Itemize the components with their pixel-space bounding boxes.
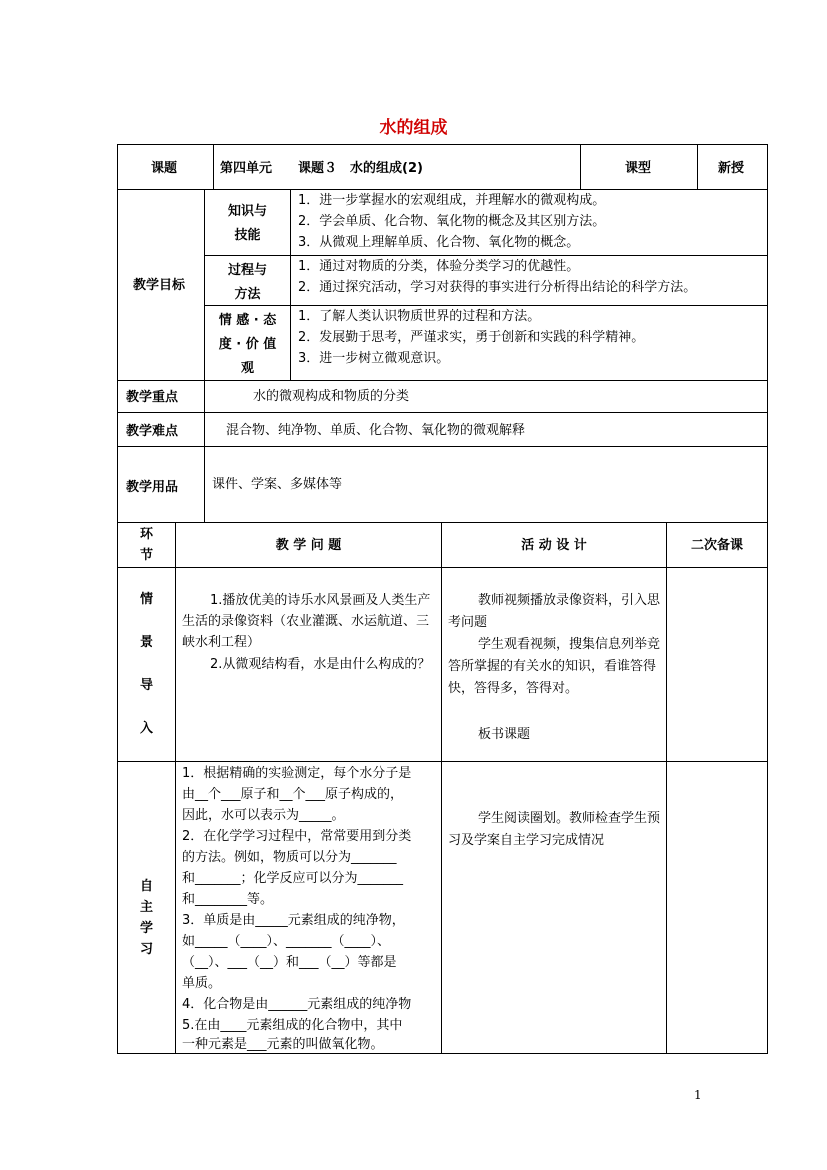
col-prep: 二次备课	[690, 538, 743, 553]
intro-activity-3: 板书课题	[478, 727, 531, 742]
intro-stage-char: 情	[139, 592, 153, 607]
label-materials: 教学用品	[126, 480, 179, 495]
self-study-line: 如_____（____）、_______（____）、	[182, 934, 391, 949]
self-stage-char: 习	[139, 942, 153, 957]
label-knowledge-1: 知识与	[227, 204, 267, 219]
self-study-line: 1．根据精确的实验测定，每个水分子是	[182, 766, 412, 781]
topic-value: 第四单元 课题３ 水的组成(2)	[220, 161, 423, 176]
label-process-2: 方法	[234, 287, 261, 302]
label-emotion-1: 情 感 · 态	[218, 313, 277, 328]
intro-activity-1: 教师视频播放录像资料，引入思考问题	[448, 593, 661, 630]
materials-value: 课件、学案、多媒体等	[212, 477, 343, 492]
label-emotion-3: 观	[240, 361, 254, 376]
emotion-item: 1．了解人类认识物质世界的过程和方法。	[298, 309, 541, 324]
label-goals: 教学目标	[133, 278, 186, 293]
self-stage-char: 主	[139, 900, 153, 915]
self-study-line: 一种元素是___元素的叫做氧化物。	[182, 1037, 384, 1052]
self-study-line: 3．单质是由_____元素组成的纯净物，	[182, 913, 405, 928]
page-number: 1	[694, 1088, 702, 1102]
intro-stage-char: 导	[139, 678, 153, 693]
col-activity: 活 动 设 计	[521, 538, 587, 553]
emotion-item: 3．进一步树立微观意识。	[298, 351, 450, 366]
difficulty-value: 混合物、纯净物、单质、化合物、氧化物的微观解释	[226, 423, 526, 438]
self-study-line: 2．在化学学习过程中，常常要用到分类	[182, 829, 412, 844]
label-topic: 课题	[151, 161, 178, 176]
self-study-line: 和_______；化学反应可以分为_______	[182, 871, 404, 886]
intro-problem-1: 1.播放优美的诗乐水风景画及人类生产生活的录像资料（农业灌溉、水运航道、三峡水利工程）	[182, 593, 431, 650]
intro-problem-2: 2.从微观结构看，水是由什么构成的？	[210, 657, 431, 672]
label-emotion-2: 度 · 价 值	[218, 337, 277, 352]
label-knowledge-2: 技能	[234, 228, 261, 243]
self-study-line: 和________等。	[182, 892, 274, 907]
knowledge-item: 1．进一步掌握水的宏观组成，并理解水的微观构成。	[298, 193, 606, 208]
col-stage-2: 节	[139, 548, 153, 563]
key-point-value: 水的微观构成和物质的分类	[253, 389, 410, 404]
self-study-line: 因此，水可以表示为_____。	[182, 808, 345, 823]
self-study-line: 4．化合物是由______元素组成的纯净物	[182, 997, 412, 1012]
process-item: 1．通过对物质的分类，体验分类学习的优越性。	[298, 259, 580, 274]
self-stage-char: 学	[139, 921, 153, 936]
self-study-line: 的方法。例如，物质可以分为_______	[182, 850, 397, 865]
knowledge-item: 2．学会单质、化合物、氧化物的概念及其区别方法。	[298, 214, 606, 229]
label-process-1: 过程与	[227, 263, 267, 278]
intro-activity-2: 学生观看视频，搜集信息列举竞答所掌握的有关水的知识，看谁答得快，答得多，答得对。	[448, 637, 661, 696]
self-study-line: 5.在由____元素组成的化合物中，其中	[182, 1018, 403, 1033]
col-stage-1: 环	[139, 527, 153, 542]
intro-stage-char: 景	[139, 635, 153, 650]
document-title: 水的组成	[379, 118, 448, 138]
emotion-item: 2．发展勤于思考，严谨求实，勇于创新和实践的科学精神。	[298, 330, 645, 345]
self-study-line: 由__个___原子和__个___原子构成的，	[182, 787, 404, 802]
self-study-line: 单质。	[182, 976, 222, 991]
label-key-point: 教学重点	[126, 390, 179, 405]
label-lesson-type: 课型	[625, 161, 652, 176]
intro-stage-char: 入	[139, 721, 153, 736]
knowledge-item: 3．从微观上理解单质、化合物、氧化物的概念。	[298, 235, 580, 250]
col-problem: 教 学 问 题	[275, 538, 342, 553]
lesson-type-value: 新授	[718, 161, 745, 176]
self-study-activity: 学生阅读圈划。教师检查学生预习及学案自主学习完成情况	[448, 811, 661, 848]
process-item: 2．通过探究活动，学习对获得的事实进行分析得出结论的科学方法。	[298, 280, 697, 295]
self-stage-char: 自	[139, 879, 153, 894]
label-difficulty: 教学难点	[126, 424, 179, 439]
self-study-line: （__）、___（__）和___（__）等都是	[182, 955, 397, 970]
